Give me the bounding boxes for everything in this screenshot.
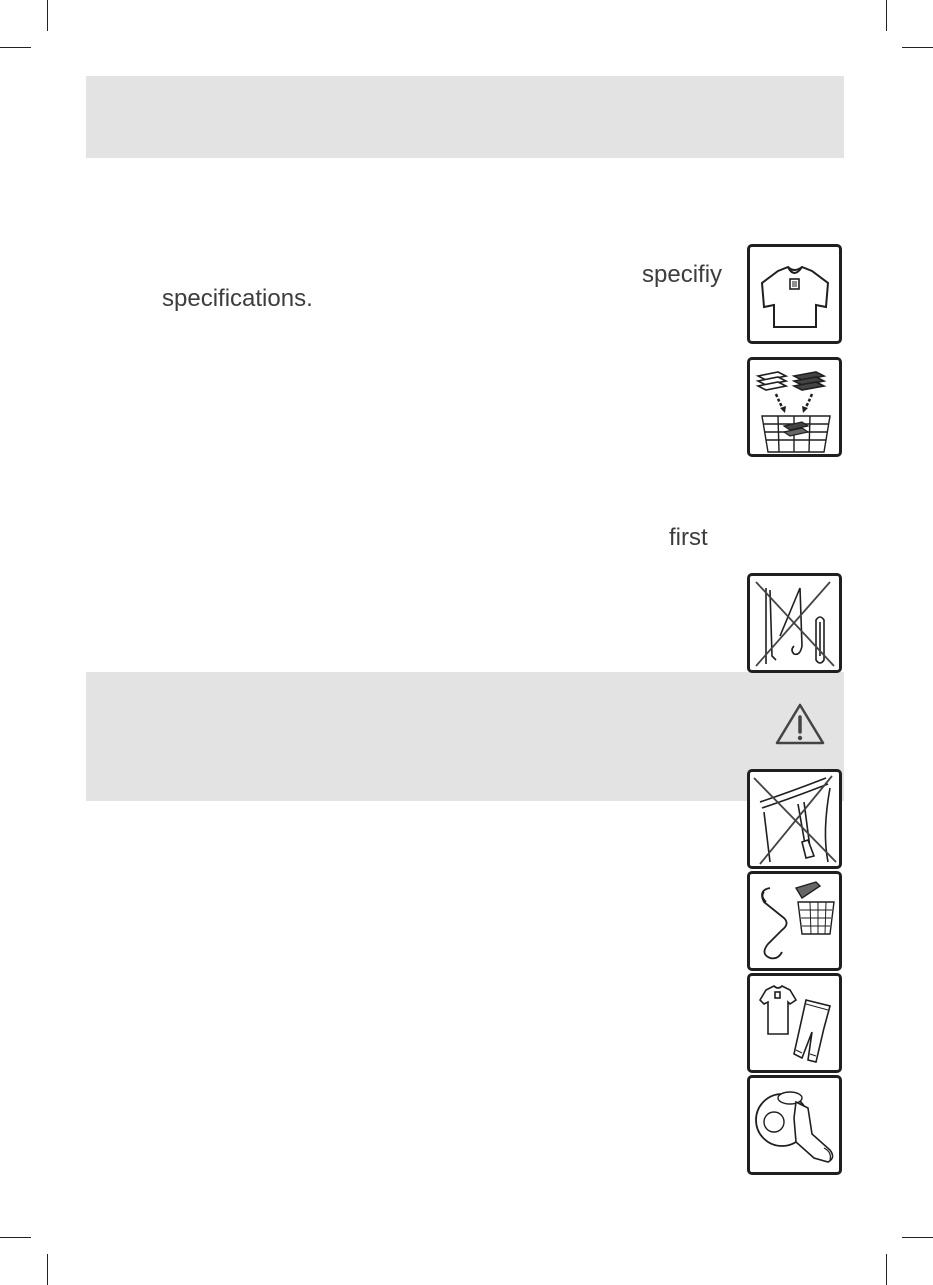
text-first: first xyxy=(669,524,708,551)
text-specifiy: specifiy xyxy=(642,261,723,288)
hooks-in-bag-icon xyxy=(747,871,842,971)
text-specifications: specifications. xyxy=(162,285,313,312)
crop-mark-bottom-left-v xyxy=(47,1254,48,1285)
header-band xyxy=(86,76,844,158)
turn-inside-out-clothes-icon xyxy=(747,973,842,1073)
crop-mark-top-right-h xyxy=(902,47,933,48)
warning-band xyxy=(86,672,844,801)
crop-mark-top-left-v xyxy=(47,0,48,31)
no-zipper-icon xyxy=(747,769,842,869)
sock-in-net-icon xyxy=(747,1075,842,1175)
crop-mark-bottom-left-h xyxy=(0,1237,31,1238)
crop-mark-bottom-right-v xyxy=(886,1254,887,1285)
sort-laundry-basket-icon xyxy=(747,357,842,457)
shirt-label-icon xyxy=(747,244,842,344)
warning-triangle-icon xyxy=(774,702,826,746)
crop-mark-top-right-v xyxy=(886,0,887,31)
no-pins-needles-icon xyxy=(747,573,842,673)
crop-mark-top-left-h xyxy=(0,47,31,48)
crop-mark-bottom-right-h xyxy=(902,1237,933,1238)
